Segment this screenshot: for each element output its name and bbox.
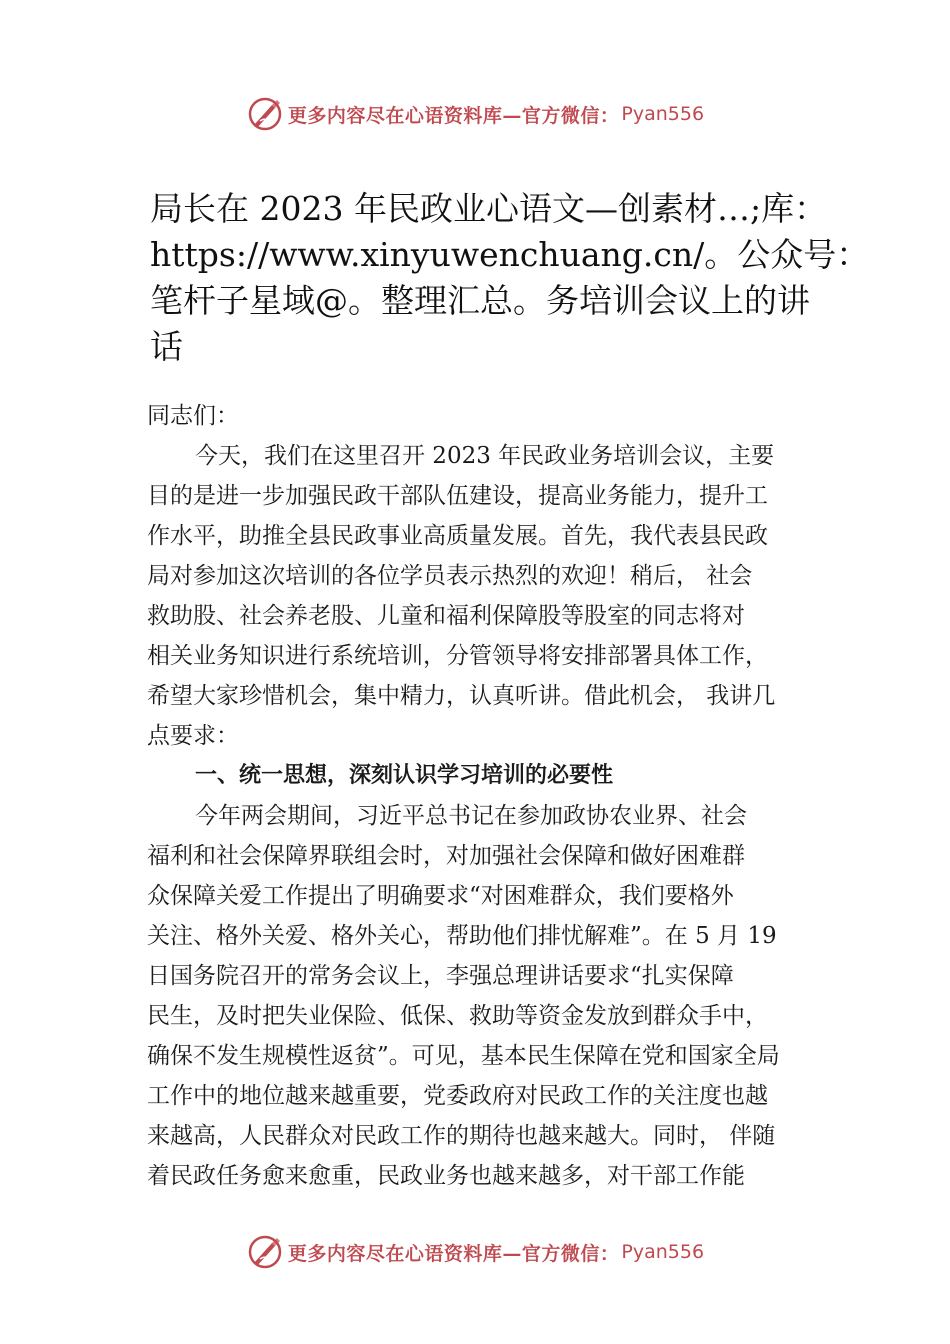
pen-circle-logo-icon	[246, 95, 284, 133]
paragraph-line: 今天，我们在这里召开 2023 年民政业务培训会议，主要	[195, 443, 775, 469]
section-heading: 一、统一思想，深刻认识学习培训的必要性	[195, 763, 614, 788]
paragraph-line: 工作中的地位越来越重要，党委政府对民政工作的关注度也越	[147, 1083, 768, 1109]
paragraph-line: 福利和社会保障界联组会时，对加强社会保障和做好困难群	[147, 843, 745, 869]
paragraph-line: 希望大家珍惜机会，集中精力，认真听讲。借此机会， 我讲几	[147, 683, 776, 709]
paragraph-line: 相关业务知识进行系统培训，分管领导将安排部署具体工作，	[147, 643, 768, 669]
banner-wechat-handle: Pyan556	[621, 1241, 705, 1263]
paragraph-line: 关注、格外关爱、格外关心，帮助他们排忧解难”。在 5 月 19	[147, 923, 777, 949]
paragraph-line: 目的是进一步加强民政干部队伍建设，提高业务能力，提升工	[147, 483, 768, 509]
paragraph-line: 局对参加这次培训的各位学员表示热烈的欢迎！稍后， 社会	[147, 563, 753, 589]
banner-promo-text: 更多内容尽在心语资料库—官方微信：	[287, 104, 620, 127]
title-line: 局长在 2023 年民政业心语文—创素材…;库：	[150, 189, 828, 228]
banner-promo-text: 更多内容尽在心语资料库—官方微信：	[287, 1242, 620, 1265]
paragraph-line: 民生，及时把失业保险、低保、救助等资金发放到群众手中，	[147, 1003, 768, 1029]
paragraph-line: 救助股、社会养老股、儿童和福利保障股等股室的同志将对	[147, 603, 745, 629]
paragraph-line: 点要求：	[147, 723, 239, 749]
document-title	[150, 186, 870, 370]
salutation: 同志们：	[147, 403, 239, 429]
header-banner	[0, 94, 950, 134]
title-line: 笔杆子星域@。整理汇总。务培训会议上的讲	[150, 281, 810, 320]
banner-wechat-handle: Pyan556	[621, 103, 705, 125]
paragraph-section-one	[147, 796, 812, 1196]
paragraph-line: 着民政任务愈来愈重，民政业务也越来越多，对干部工作能	[147, 1163, 745, 1189]
document-body	[147, 396, 812, 1196]
paragraph-line: 确保不发生规模性返贫”。可见，基本民生保障在党和国家全局	[147, 1043, 780, 1069]
paragraph-line: 来越高，人民群众对民政工作的期待也越来越大。同时， 伴随	[147, 1123, 776, 1149]
paragraph-opening	[147, 436, 812, 756]
paragraph-line: 今年两会期间，习近平总书记在参加政协农业界、社会	[195, 803, 747, 829]
title-line: 话	[150, 327, 183, 366]
paragraph-line: 众保障关爱工作提出了明确要求“对困难群众，我们要格外	[147, 883, 734, 909]
paragraph-line: 作水平，助推全县民政事业高质量发展。首先，我代表县民政	[147, 523, 768, 549]
pen-circle-logo-icon	[246, 1233, 284, 1271]
footer-banner	[0, 1232, 950, 1272]
paragraph-line: 日国务院召开的常务会议上，李强总理讲话要求“扎实保障	[147, 963, 734, 989]
title-line: https://www.xinyuwenchuang.cn/。公众号：	[150, 235, 870, 274]
